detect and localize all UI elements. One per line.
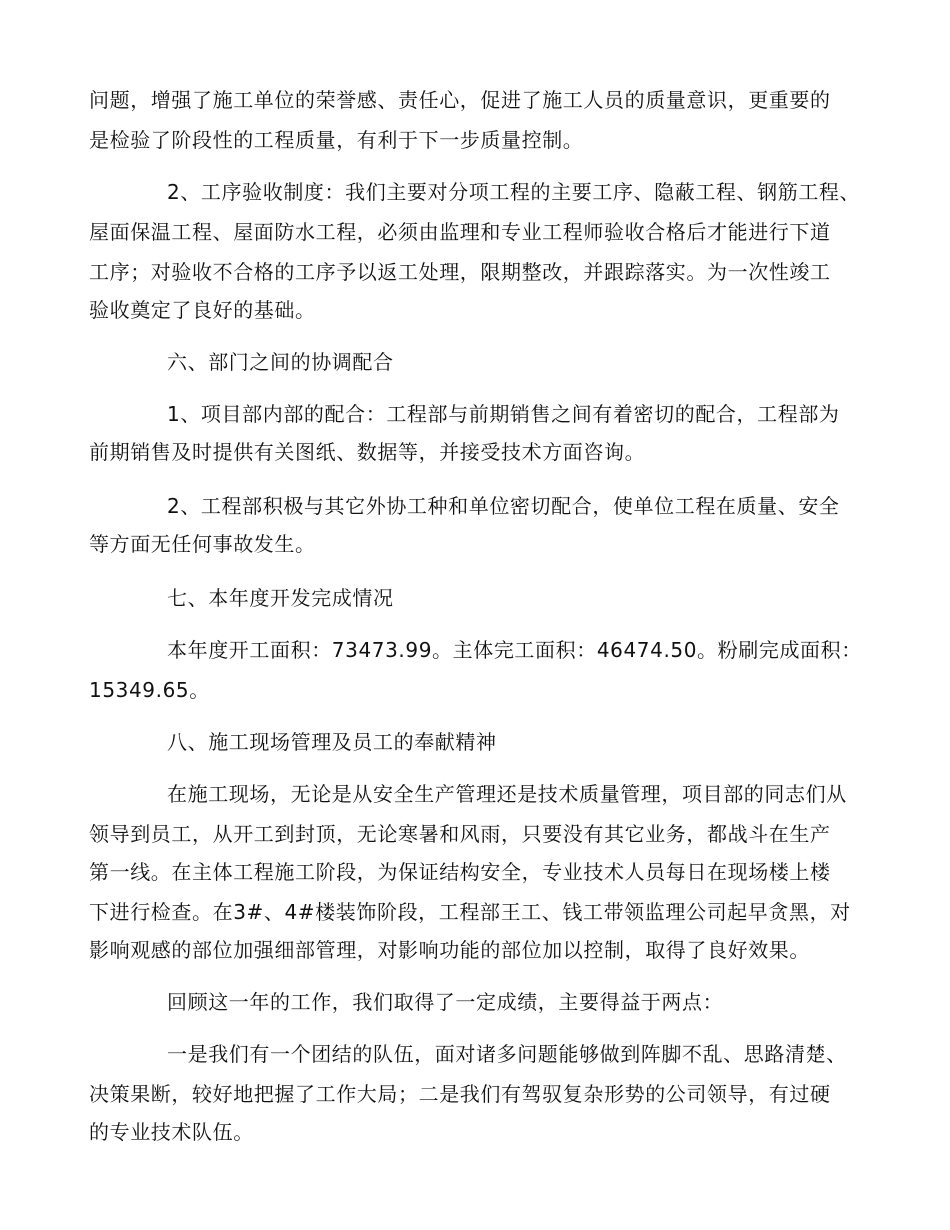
section-heading: 八、施工现场管理及员工的奉献精神 [167, 730, 497, 754]
text-line: 第一线。在主体工程施工阶段，为保证结构安全，专业技术人员每日在现场楼上楼 [89, 860, 831, 884]
text-line: 15349.65。 [89, 678, 210, 702]
text-line: 本年度开工面积：73473.99。主体完工面积：46474.50。粉刷完成面积： [167, 638, 862, 662]
text-line: 问题，增强了施工单位的荣誉感、责任心，促进了施工人员的质量意识，更重要的 [89, 88, 831, 112]
text-line: 领导到员工，从开工到封顶，无论寒暑和风雨，只要没有其它业务，都战斗在生产 [89, 822, 831, 846]
text-line: 影响观感的部位加强细部管理，对影响功能的部位加以控制，取得了良好效果。 [89, 938, 810, 962]
text-line: 一是我们有一个团结的队伍，面对诸多问题能够做到阵脚不乱、思路清楚、 [167, 1042, 847, 1066]
text-line: 验收奠定了良好的基础。 [89, 298, 316, 322]
text-line: 前期销售及时提供有关图纸、数据等，并接受技术方面咨询。 [89, 440, 646, 464]
text-line: 的专业技术队伍。 [89, 1120, 254, 1144]
section-heading: 七、本年度开发完成情况 [167, 586, 394, 610]
text-line: 2、工程部积极与其它外协工种和单位密切配合，使单位工程在质量、安全 [167, 494, 840, 518]
section-heading: 六、部门之间的协调配合 [167, 350, 394, 374]
text-line: 下进行检查。在3#、4#楼装饰阶段，工程部王工、钱工带领监理公司起早贪黑，对 [89, 900, 851, 924]
text-line: 决策果断，较好地把握了工作大局；二是我们有驾驭复杂形势的公司领导，有过硬 [89, 1082, 831, 1106]
text-line: 2、工序验收制度：我们主要对分项工程的主要工序、隐蔽工程、钢筋工程、 [167, 180, 861, 204]
text-line: 等方面无任何事故发生。 [89, 532, 316, 556]
text-line: 1、项目部内部的配合：工程部与前期销售之间有着密切的配合，工程部为 [167, 402, 840, 426]
text-line: 工序；对验收不合格的工序予以返工处理，限期整改，并跟踪落实。为一次性竣工 [89, 260, 831, 284]
text-line: 是检验了阶段性的工程质量，有利于下一步质量控制。 [89, 128, 584, 152]
text-line: 屋面保温工程、屋面防水工程，必须由监理和专业工程师验收合格后才能进行下道 [89, 220, 831, 244]
text-line: 回顾这一年的工作，我们取得了一定成绩，主要得益于两点： [167, 990, 724, 1014]
text-line: 在施工现场，无论是从安全生产管理还是技术质量管理，项目部的同志们从 [167, 782, 847, 806]
